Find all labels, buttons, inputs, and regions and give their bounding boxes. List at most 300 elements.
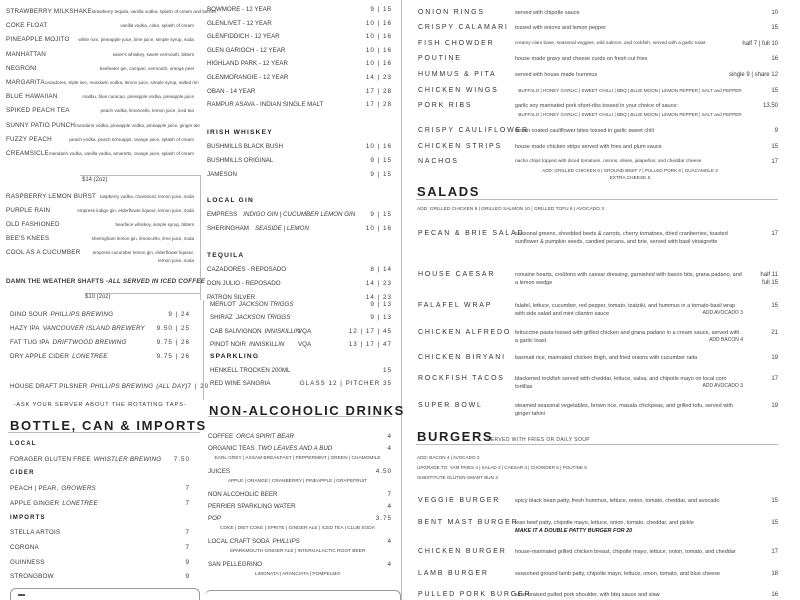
item-price: 7 xyxy=(185,543,190,551)
section-subtitle: ALL SERVED IN ICED COFFEE xyxy=(108,278,206,285)
item-description: house made gravy and cheese curds on fresh cut fries xyxy=(515,56,648,62)
item-name: MERLOT xyxy=(210,301,236,308)
item-price: 17 xyxy=(771,159,778,165)
section-heading: SALADS xyxy=(417,184,481,199)
item-name: ORGANIC TEAS xyxy=(208,445,255,452)
item-name: BENT MAST BURGER xyxy=(418,519,519,526)
vqa-label: VQA xyxy=(298,327,312,335)
item-price: 18 xyxy=(771,571,778,577)
item-description: spicy black bean patty, fresh hummus, lettuce, onion, tomato, cheddar, and avocado xyxy=(515,498,720,504)
item-price: 13.50 xyxy=(762,103,778,109)
item-price: 7 xyxy=(185,499,190,507)
add-on: ADD BACON 4 xyxy=(709,337,743,343)
gin-variety: SEASIDE | LEMON xyxy=(254,225,309,232)
item-description: basmati rice, marinated chicken thigh, and fried onions with cucumber raita xyxy=(515,355,698,361)
item-name: CHICKEN ALFREDO xyxy=(418,329,512,336)
spirit-item xyxy=(210,380,392,387)
brewer: DRIFTWOOD BREWING xyxy=(52,339,127,346)
burger-note: ADD: BACON 4 | AVOCADO 3 xyxy=(417,455,480,460)
item-price: 16 xyxy=(771,56,778,62)
add-on: ADD AVOCADO 3 xyxy=(702,383,743,389)
item-name: FORAGER GLUTEN FREE xyxy=(10,455,91,463)
burgers-subtitle: SERVED WITH FRIES OR DAILY SOUP xyxy=(487,437,590,443)
item-description: strawberry tequila, vanilla vodka, splash of cream and berries xyxy=(91,9,217,14)
winery: JACKSON TRIGGS xyxy=(235,314,291,322)
item-price: 10 | 16 xyxy=(365,46,392,54)
item-price: 15 xyxy=(771,303,778,309)
spirit-item xyxy=(210,367,392,374)
section-title: SPARKLING xyxy=(210,353,260,360)
item-name: CHICKEN WINGS xyxy=(418,87,499,94)
drink-item xyxy=(208,491,392,498)
spirit-item xyxy=(207,266,392,273)
item-price: 4 xyxy=(387,503,392,510)
item-name: OLD FASHIONED xyxy=(6,221,60,228)
item-name: OBAN - 14 YEAR xyxy=(207,87,256,95)
item-name: DON JULIO - REPOSADO xyxy=(207,280,281,287)
cocktail-item xyxy=(6,207,194,214)
tap-item xyxy=(10,353,190,360)
brewer: PHILLIPS BREWING xyxy=(50,311,114,318)
item-description: romaine hearts, croûtons with caesar dressing, garnished with bacon bits, grana padano, and a lemon wedge xyxy=(515,272,742,286)
bottle-item xyxy=(10,559,190,566)
item-name: PORK RIBS xyxy=(418,102,473,109)
cocktail-item xyxy=(6,65,194,72)
item-description: malibu, blue curacao, pineapple vodka, pineapple juice xyxy=(82,94,194,100)
note: (ALL DAY) xyxy=(156,383,188,390)
maker: PHILLIPS xyxy=(272,538,300,545)
item-name: SUNNY PATIO PUNCH xyxy=(6,121,76,129)
brewer: WHISTLER BREWING xyxy=(93,455,162,463)
item-description: seasonal greens, shredded beets & carrots, cherry tomatoes, dried cranberries, toasted sunflower & pumpkin seeds, candied pecans, and brie, served with basil vinaigrette xyxy=(515,231,728,245)
item-name: DINO SOUR xyxy=(10,311,48,318)
item-name: FUZZY PEACH xyxy=(6,135,52,143)
item-price: 9 | 24 xyxy=(168,311,190,318)
item-name: SHERINGHAM xyxy=(207,225,249,232)
item-name: BEE'S KNEES xyxy=(6,235,50,242)
brewer: GROWERS xyxy=(61,485,96,493)
drink-item xyxy=(208,503,392,510)
item-description: house-marinated grilled chicken breast, chipotle mayo, lettuce, onion, tomato, and cheddar xyxy=(515,549,736,555)
item-name: PERRIER SPARKLING WATER xyxy=(208,503,296,510)
item-price: 7.50 xyxy=(173,455,190,463)
item-price: full 15 xyxy=(761,280,778,286)
section-title: IRISH WHISKEY xyxy=(207,129,273,136)
item-name: BLUE HAWAIIAN xyxy=(6,93,58,101)
burger-note: SUBSTITUTE GLUTEN-SMART BUN 3 xyxy=(417,475,498,480)
sauce-options: ADD: GRILLED CHICKEN 9 | GROUND BEEF 7 | PULLED PORK 8 | GUACAMOLE 3 xyxy=(542,168,718,173)
item-price: 7 xyxy=(185,529,190,537)
drink-options: LIMONATA | ARANCIATA | POMPELMO xyxy=(254,572,341,577)
winery: INNISKILLIN xyxy=(264,327,300,335)
item-price: 10 | 16 xyxy=(365,143,392,150)
tap-item xyxy=(10,325,190,332)
cocktail-item xyxy=(6,8,217,15)
brewer: PHILLIPS BREWING xyxy=(90,383,154,390)
salads-heading-rule xyxy=(416,199,778,200)
item-description: seasoned ground lamb patty, chipotle mayo, lettuce, onion, tomato, and blue cheese xyxy=(515,571,721,577)
item-name: JUICES xyxy=(208,468,231,475)
item-name: CAZADORES - REPOSADO xyxy=(207,266,287,273)
spirit-item xyxy=(207,47,392,54)
item-name: CORONA xyxy=(10,543,39,551)
item-description: lean beef patty, chipotle mayo, lettuce, onion, tomato, cheddar, and pickle xyxy=(515,520,694,526)
item-price: 4 xyxy=(387,538,392,545)
panel-border xyxy=(80,175,201,176)
spirit-item xyxy=(207,74,392,81)
item-price: 10 | 16 xyxy=(365,60,392,68)
item-name: CRISPY CALAMARI xyxy=(418,24,509,31)
item-name: SAN PELLEGRINO xyxy=(208,561,262,568)
item-name: HOUSE DRAFT PILSNER xyxy=(10,383,88,390)
vqa-label: VQA xyxy=(298,340,312,348)
item-name: JAMESON xyxy=(207,171,237,178)
item-price: 14 | 23 xyxy=(365,294,392,301)
item-description: falafel, lettuce, cucumber, red pepper, tomato, tzatziki, and hummus in a tomato-basil wrap with side salad and mint cilantro sauce xyxy=(515,303,736,317)
spirit-item xyxy=(207,6,392,13)
drink-options: APPLE | ORANGE | CRANBERRY | PINEAPPLE | GRAPEFRUIT xyxy=(227,479,368,484)
item-price: 15 xyxy=(771,520,778,526)
drink-options: SPARKMOUTH GINGER ALE | INTERGALACTIC ROOT BEER xyxy=(229,549,366,554)
item-name: RASPBERRY LEMON BURST xyxy=(6,193,97,200)
wine-item xyxy=(210,301,392,308)
drink-item xyxy=(208,445,392,452)
bottle-item xyxy=(10,529,190,536)
bottom-panel[interactable] xyxy=(10,588,200,600)
item-price: half 11 xyxy=(760,272,778,278)
item-price: 9 | 13 xyxy=(370,301,392,308)
item-price: 9 | 15 xyxy=(370,157,392,164)
item-name: POUTINE xyxy=(418,55,462,62)
item-name: SUPER BOWL xyxy=(418,402,483,409)
cocktail-item xyxy=(6,235,194,242)
drink-item xyxy=(208,433,392,440)
item-name: CHICKEN BURGER xyxy=(418,548,507,555)
drink-item xyxy=(208,515,392,522)
sauce-options: BUFFALO | HONEY GARLIC | SWEET CHILLI | BBQ | BLUE MOON | LEMON PEPPER | SALT and PEPPER xyxy=(518,112,742,117)
section-title: TEQUILA xyxy=(207,252,245,259)
item-price: half 7 | full 10 xyxy=(742,41,778,47)
section-heading: BURGERS xyxy=(417,429,494,444)
item-price: 7 | 20 xyxy=(187,383,210,390)
item-price: 10 xyxy=(771,10,778,16)
item-name: GLEN GARIOCH - 12 YEAR xyxy=(207,46,286,54)
item-price: 9.50 | 25 xyxy=(156,325,190,332)
section-heading: NON-ALCOHOLIC DRINKS xyxy=(209,403,405,418)
item-name: HOUSE CAESAR xyxy=(418,271,496,278)
item-price: 9 xyxy=(185,558,190,566)
cocktail-item xyxy=(6,121,200,129)
item-name: POP xyxy=(208,515,222,522)
spirit-item xyxy=(207,33,392,40)
spirit-item xyxy=(207,143,392,150)
gin-item xyxy=(207,225,392,232)
item-name: MARGARITA xyxy=(6,79,45,86)
item-price: 14 | 23 xyxy=(365,74,392,81)
price-note: $14 (2oz) xyxy=(82,177,108,183)
item-name: CAB SAUVIGNON xyxy=(210,327,262,335)
item-description: vanilla vodka, coke, splash of cream xyxy=(120,23,194,29)
item-price: 9.75 | 26 xyxy=(156,339,190,346)
spirit-item xyxy=(207,20,392,27)
item-name: RAMPUR ASAVA - INDIAN SINGLE MALT xyxy=(207,101,324,109)
item-description: creamy clam base, seasonal veggies, wild salmon, and rockfish, served with a garlic toast xyxy=(515,41,706,46)
maker: ORCA SPIRIT BEAR xyxy=(236,433,294,440)
item-description: raspberry vodka, chambord, lemon juice, soda xyxy=(99,194,194,199)
spirit-item xyxy=(207,101,392,108)
winery: JACKSON TRIGGS xyxy=(238,301,294,308)
item-price: 15 xyxy=(771,144,778,150)
item-name: PATRON SILVER xyxy=(207,294,256,301)
item-price: 3.75 xyxy=(375,515,392,522)
item-name: BUSHMILLS ORIGINAL xyxy=(207,157,274,164)
item-description: cazadores, triple sec, mandarin vodka, lemon juice, simple syrup, salted rim xyxy=(44,80,199,85)
item-description: empress cucumber lemon gin, elderflower liqueur, xyxy=(92,250,194,255)
drink-item xyxy=(208,538,392,545)
cocktail-item xyxy=(6,221,194,228)
item-description: blackened rockfish served with cheddar, lettuce, salsa, and chipotle mayo on local corn tortillas xyxy=(515,376,727,390)
item-price: 19 xyxy=(771,403,778,409)
gin-item xyxy=(207,211,392,218)
item-description: house made chicken strips served with fries and plum sauce xyxy=(515,144,662,150)
item-name: SPIKED PEACH TEA xyxy=(6,107,70,115)
bottle-item xyxy=(10,573,190,580)
item-price: 17 xyxy=(771,231,778,237)
item-price: 9 | 13 xyxy=(370,314,392,322)
item-name: SHIRAZ xyxy=(210,314,233,322)
spirit-item xyxy=(207,60,392,67)
item-name: PECAN & BRIE SALAD xyxy=(418,230,525,237)
item-price: single 9 | share 12 xyxy=(729,72,778,78)
sauce-options: BUFFALO | HONEY GARLIC | SWEET CHILLI | BBQ | BLUE MOON | LEMON PEPPER | SALT and PEPPER xyxy=(518,88,742,93)
item-name: ROCKFISH TACOS xyxy=(418,375,505,382)
item-description: mandarin vodka, pineapple vodka, pineapple juice, ginger ale xyxy=(75,122,200,128)
item-price: 16 xyxy=(771,592,778,598)
item-name: MANHATTAN xyxy=(6,50,47,58)
item-description: slow-braised pulled pork shoulder, with bbq sauce and slaw xyxy=(515,592,660,598)
item-description: fettuccine pasta tossed with grilled chicken and grana padano in a cream sauce, served with a garlic toast xyxy=(515,330,740,344)
cocktail-item xyxy=(6,249,194,256)
item-name: CHICKEN BIRYANI xyxy=(418,354,506,361)
item-name: PULLED PORK BURGER xyxy=(418,591,532,598)
item-price: 15 xyxy=(771,88,778,94)
burgers-heading-rule xyxy=(416,444,778,445)
item-price: 4.50 xyxy=(375,468,392,475)
drink-item xyxy=(208,468,392,475)
item-name: APPLE GINGER xyxy=(10,499,60,507)
taps-note: -ASK YOUR SERVER ABOUT THE ROTATING TAPS- xyxy=(13,402,187,408)
item-name: PINEAPPLE MOJITO xyxy=(6,36,70,44)
item-description: steamed seasonal vegetables, brown rice, masala chickpeas, and grilled tofu, served with ginger tahini xyxy=(515,403,733,417)
item-name: RED WINE SANGRIA xyxy=(210,380,271,388)
drink-item xyxy=(208,561,392,568)
cocktail-item xyxy=(6,136,194,143)
cocktail-item xyxy=(6,79,199,86)
item-price: 9 xyxy=(185,573,190,581)
item-name: BOWMORE - 12 YEAR xyxy=(207,6,272,13)
item-name: FALAFEL WRAP xyxy=(418,302,493,309)
item-name: STELLA ARTOIS xyxy=(10,529,61,537)
item-description: besan coated cauliflower bites tossed in garlic sweet chili xyxy=(515,128,654,134)
bottom-panel xyxy=(205,590,401,600)
item-price: 10 | 16 xyxy=(365,33,392,41)
item-name: GLENMORANGIE - 12 YEAR xyxy=(207,74,289,81)
item-price: 15 xyxy=(771,498,778,504)
cocktail-item xyxy=(6,107,194,114)
item-name: CREAMSICLE xyxy=(6,150,49,157)
cocktail-item xyxy=(6,51,194,58)
group-title: IMPORTS xyxy=(10,514,46,521)
item-price: 9 | 15 xyxy=(370,211,392,218)
shafts-heading xyxy=(6,278,206,285)
bottle-item xyxy=(10,500,190,507)
spirit-item xyxy=(207,294,392,301)
item-name: HUMMUS & PITA xyxy=(418,71,497,78)
item-name: PEACH | PEAR, xyxy=(10,485,59,493)
drink-options: COKE | DIET COKE | SPRITE | GINGER ALE | ICED TEA | CLUB SODA xyxy=(220,526,375,531)
item-price: 4 xyxy=(387,445,392,452)
item-name: STRAWBERRY MILKSHAKE xyxy=(6,8,92,15)
item-name: PURPLE RAIN xyxy=(6,207,51,214)
brewer: LONETREE xyxy=(72,353,108,360)
item-price: 17 xyxy=(771,376,778,382)
cocktail-item xyxy=(6,150,194,157)
cocktail-item xyxy=(6,193,194,200)
menu-icon[interactable] xyxy=(18,594,25,596)
tap-item xyxy=(10,339,190,346)
item-name: HENKELL TROCKEN 200ML xyxy=(210,367,291,374)
item-price: 15 xyxy=(771,25,778,31)
item-price: 9 xyxy=(774,128,778,134)
item-price: 9.75 | 26 xyxy=(156,353,190,360)
item-name: GLENLIVET - 12 YEAR xyxy=(207,19,272,27)
item-price: 4 xyxy=(387,561,392,568)
burger-note: UPGRADE TO: YAM FRIES 4 | SALAD 3 | CAESAR 4 | CHOWDER 5 | POUTINE 5 xyxy=(417,465,587,470)
group-title: LOCAL xyxy=(10,441,37,447)
item-price: 17 | 28 xyxy=(365,101,392,109)
item-name: LOCAL CRAFT SODA xyxy=(208,538,270,545)
item-name: LAMB BURGER xyxy=(418,570,489,577)
item-description: wiser's whiskey, sweet vermouth, bitters xyxy=(112,51,194,57)
item-price: 15 xyxy=(382,367,392,374)
bottle-item xyxy=(10,485,190,492)
item-description: empress indigo gin, elderflower liqueur, lemon juice, soda xyxy=(77,208,194,213)
winery: INNISKILLIN xyxy=(248,340,285,348)
item-name: BUSHMILLS BLACK BUSH xyxy=(207,143,283,150)
item-name: COOL AS A CUCUMBER xyxy=(6,249,81,256)
item-name: CHICKEN STRIPS xyxy=(418,143,502,150)
item-description: served with house made hummus xyxy=(515,72,598,78)
gin-variety: INDIGO GIN | CUCUMBER LEMON GIN xyxy=(243,211,356,218)
column-divider xyxy=(401,0,402,600)
item-description: white rum, pineapple juice, lime juice, simple syrup, soda xyxy=(78,37,194,43)
item-price: 13 | 17 | 47 xyxy=(348,340,392,348)
item-name: NACHOS xyxy=(418,158,459,165)
item-name: FISH CHOWDER xyxy=(418,40,495,47)
item-name: EMPRESS xyxy=(207,211,238,218)
item-name: GUINNESS xyxy=(10,558,45,566)
item-description: lemon juice, soda xyxy=(158,258,194,263)
item-price: 19 xyxy=(771,355,778,361)
sauce-options: EXTRA CHEESE 5 xyxy=(609,176,651,181)
item-description: peach vodka, limoncello, lemon juice, iced tea xyxy=(100,108,194,114)
item-price: 12 | 17 | 45 xyxy=(348,327,392,335)
section-title: DAMN THE WEATHER SHAFTS - xyxy=(6,278,109,285)
spirit-item xyxy=(207,88,392,95)
section-heading: BOTTLE, CAN & IMPORTS xyxy=(10,418,207,433)
maker: TWO LEAVES AND A BUD xyxy=(257,445,333,452)
item-price: 7 xyxy=(185,485,190,493)
cocktail-item xyxy=(6,22,194,29)
promo: MAKE IT A DOUBLE PATTY BURGER FOR 20 xyxy=(515,528,633,534)
item-name: NEGRONI xyxy=(6,64,37,72)
item-name: CRISPY CAULIFLOWER xyxy=(418,127,529,134)
item-description: peach vodka, peach schnapps, orange juice, splash of cream xyxy=(69,136,194,142)
spirit-item xyxy=(207,157,392,164)
item-name: STRONGBOW xyxy=(10,573,54,581)
spirit-item xyxy=(207,171,392,178)
cocktail-item xyxy=(6,93,194,100)
spirit-item xyxy=(207,280,392,287)
price-note: $10 (2oz) xyxy=(85,294,111,300)
cocktail-item xyxy=(6,36,194,43)
item-name: DRY APPLE CIDER xyxy=(10,353,70,360)
item-name: COFFEE xyxy=(208,433,234,440)
section-title: LOCAL GIN xyxy=(207,197,254,204)
brewer: VANCOUVER ISLAND BREWERY xyxy=(42,325,145,332)
item-name: PINOT NOIR xyxy=(210,340,246,348)
item-description: bearface whiskey, simple syrup, bitters xyxy=(115,222,194,227)
item-name: VEGGIE BURGER xyxy=(418,497,501,504)
item-name: FAT TUG IPA xyxy=(10,339,50,346)
add-on: ADD AVOCADO 3 xyxy=(702,310,743,316)
item-price: GLASS 12 | PITCHER 35 xyxy=(299,380,392,388)
item-name: HAZY IPA xyxy=(10,325,40,332)
bottle-item xyxy=(10,544,190,551)
item-description: served with chipotle sauce xyxy=(515,10,580,16)
group-title: CIDER xyxy=(10,470,35,477)
item-description: tossed with onions and lemon pepper xyxy=(515,25,607,31)
item-price: 10 | 16 xyxy=(365,225,392,232)
item-name: HIGHLAND PARK - 12 YEAR xyxy=(207,60,288,68)
wine-item xyxy=(210,314,392,321)
tap-item xyxy=(10,383,210,390)
item-name: COKE FLOAT xyxy=(6,22,48,30)
item-name: NON ALCOHOLIC BEER xyxy=(208,491,278,498)
item-price: 8 | 14 xyxy=(370,266,392,273)
item-price: 9 | 15 xyxy=(370,6,392,13)
drink-options: EARL GREY | ASSAM BREAKFAST | PEPPERMINT | GREEN | CHAMOMILE xyxy=(214,456,381,461)
brewer: LONETREE xyxy=(62,499,98,507)
item-price: 7 xyxy=(387,491,392,498)
item-description: nacho chips topped with diced tomatoes, onions, olives, jalapeños, and cheddar cheese xyxy=(515,159,702,164)
bottle-item xyxy=(10,456,190,463)
item-price: 14 | 23 xyxy=(365,280,392,287)
item-description: beefeater gin, campari, vermouth, orange peel xyxy=(99,65,194,71)
item-price: 17 xyxy=(771,549,778,555)
item-price: 10 | 16 xyxy=(365,19,392,27)
item-name: GLENFIDDICH - 12 YEAR xyxy=(207,33,280,41)
item-description: garlic soy marinated pork short-ribs tossed in your choice of sauce: xyxy=(515,103,678,109)
item-name: ONION RINGS xyxy=(418,9,485,16)
item-description: sheringham lemon gin, limoncello, lime juice, soda xyxy=(91,236,194,241)
item-price: 4 xyxy=(387,433,392,440)
tap-item xyxy=(10,311,190,318)
item-price: 17 | 28 xyxy=(365,87,392,95)
salad-add-ons: ADD: GRILLED CHICKEN 9 | GRILLED SALMON 10 | GRILLED TOFU 6 | AVOCADO 3 xyxy=(417,207,604,212)
item-price: 21 xyxy=(771,330,778,336)
item-price: 9 | 15 xyxy=(370,171,392,178)
